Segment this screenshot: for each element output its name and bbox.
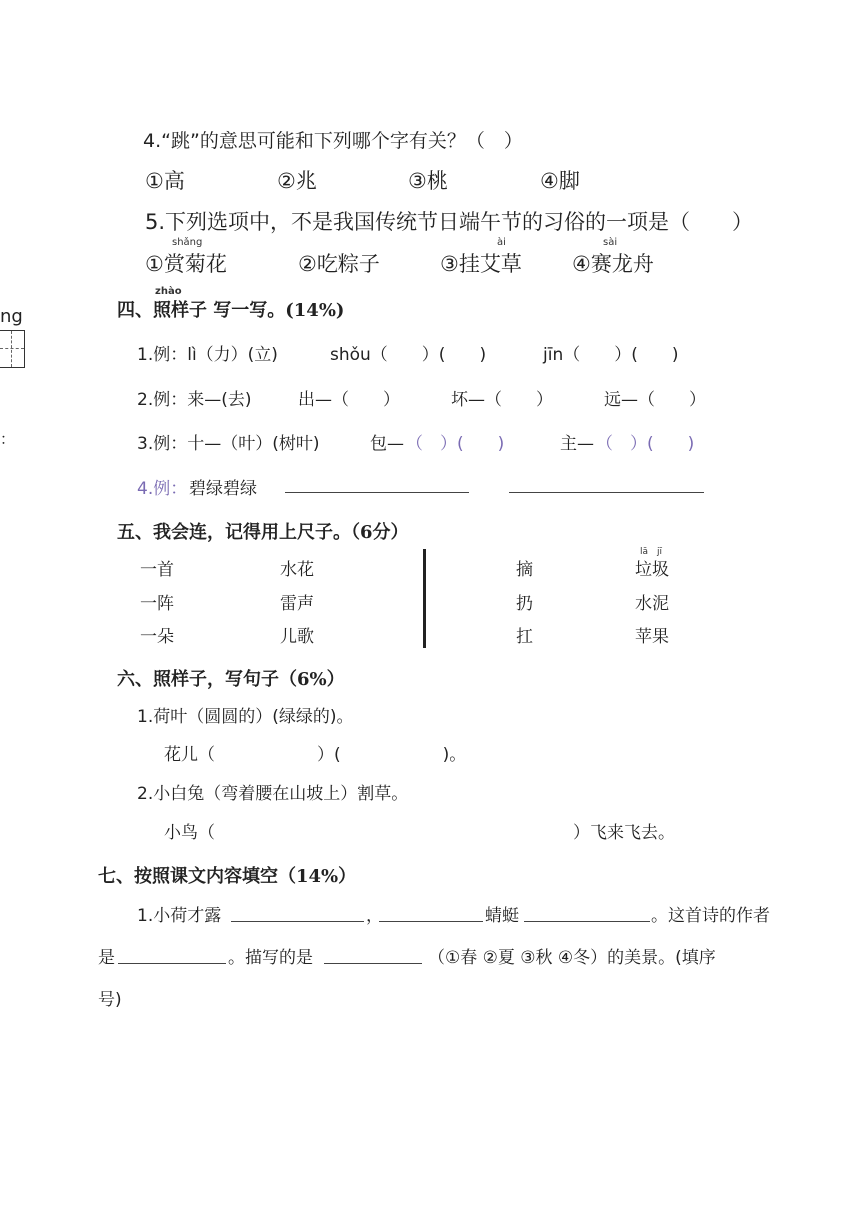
q5-option-2[interactable]: ②吃粽子	[298, 252, 380, 276]
q4-option-2[interactable]: ②兆	[277, 169, 317, 193]
section4-title: 四、照样子 写一写。(14%)	[117, 300, 345, 321]
section6-title: 六、照样子，写句子（6%）	[117, 669, 345, 690]
q4-option-1[interactable]: ①高	[145, 169, 185, 193]
q5-option-3-pinyin: ài	[497, 237, 506, 248]
s4-r3-label: 3.例：十—（叶）(树叶)	[137, 434, 320, 454]
s6-fill-2-end: ）飞来飞去。	[573, 823, 675, 843]
s5-right-a-3[interactable]: 扛	[516, 627, 533, 647]
s5-right-b-3[interactable]: 苹果	[635, 627, 669, 647]
s5-left-a-3[interactable]: 一朵	[140, 627, 174, 647]
q4-prompt: 4.“跳”的意思可能和下列哪个字有关？（ ）	[143, 130, 523, 152]
s4-r4-blank-2[interactable]	[509, 474, 704, 493]
s4-r3-blank-a[interactable]: （ ）( )	[406, 434, 505, 454]
q5-option-4[interactable]: ④赛龙舟	[572, 252, 654, 276]
s4-r3-char-b: 主—	[560, 434, 594, 454]
q5-option-1[interactable]: ①赏菊花	[145, 252, 227, 276]
s7-blank-3[interactable]	[524, 903, 650, 922]
s7-blank-1[interactable]	[231, 903, 364, 922]
s6-fill-2-start[interactable]: 小鸟（	[164, 823, 215, 843]
s6-fill-1[interactable]: 花儿（ ）( )。	[164, 745, 467, 765]
s5-right-a-2[interactable]: 扔	[516, 594, 533, 614]
s4-r2-blank-c[interactable]: 远—（ ）	[604, 390, 706, 410]
s7-line2-b: 。描写的是	[228, 948, 313, 968]
s5-right-b-1[interactable]: 垃圾	[635, 560, 669, 580]
s5-left-b-1[interactable]: 水花	[280, 560, 314, 580]
s4-r4-text: 碧绿碧绿	[189, 479, 257, 499]
s7-line1-a: 1.小荷才露	[137, 906, 222, 926]
section5-divider	[423, 549, 426, 648]
s5-left-a-1[interactable]: 一首	[140, 560, 174, 580]
q5-prompt: 5.下列选项中，不是我国传统节日端午节的习俗的一项是（ ）	[145, 210, 754, 234]
s7-line3: 号)	[98, 990, 122, 1010]
s7-blank-5[interactable]	[324, 945, 422, 964]
s6-example-1: 1.荷叶（圆圆的）(绿绿的)。	[137, 707, 354, 727]
s7-blank-2[interactable]	[379, 903, 483, 922]
s6-example-2: 2.小白兔（弯着腰在山坡上）割草。	[137, 784, 409, 804]
s7-line2-a: 是	[98, 948, 115, 968]
s7-line2-c: （①春 ②夏 ③秋 ④冬）的美景。(填序	[428, 948, 716, 968]
section5-title: 五、我会连，记得用上尺子。（6分）	[117, 522, 409, 543]
s4-r1-label: 1.例：lì（力）(立)	[137, 345, 278, 365]
s7-line1-c: 蜻蜓	[485, 906, 519, 926]
q5-option-3[interactable]: ③挂艾草	[440, 252, 522, 276]
s5-right-a-1[interactable]: 摘	[516, 560, 533, 580]
s5-left-a-2[interactable]: 一阵	[140, 594, 174, 614]
s5-left-b-2[interactable]: 雷声	[280, 594, 314, 614]
s4-r2-blank-b[interactable]: 坏—（ ）	[451, 390, 553, 410]
s4-r3-char-a: 包—	[370, 434, 404, 454]
section4-pinyin: zhào	[155, 286, 182, 297]
writing-grid-fragment	[0, 330, 25, 368]
s4-r4-num: 4.例：	[137, 479, 188, 499]
s4-r3-blank-b[interactable]: （ ）( )	[596, 434, 695, 454]
q5-option-4-pinyin: sài	[603, 237, 618, 248]
s7-line1-d: 。这首诗的作者	[651, 906, 770, 926]
margin-fragment-mark: ：	[0, 430, 16, 448]
s7-blank-4[interactable]	[118, 945, 226, 964]
q5-option-1-pinyin: shǎng	[172, 237, 203, 248]
s5-left-b-3[interactable]: 儿歌	[280, 627, 314, 647]
s4-r2-blank-a[interactable]: 出—（ ）	[298, 390, 400, 410]
margin-fragment-text: ng	[0, 306, 23, 327]
s4-r4-blank-1[interactable]	[285, 474, 469, 493]
s5-right-b-pinyin: lā jī	[640, 547, 663, 557]
s4-r1-blank-b[interactable]: jīn（ ）( )	[543, 345, 679, 365]
s5-right-b-2[interactable]: 水泥	[635, 594, 669, 614]
q4-option-4[interactable]: ④脚	[540, 169, 580, 193]
section7-title: 七、按照课文内容填空（14%）	[98, 866, 357, 887]
s4-r2-label: 2.例：来—(去)	[137, 390, 252, 410]
s4-r1-blank-a[interactable]: shǒu（ ）( )	[330, 345, 487, 365]
q4-option-3[interactable]: ③桃	[408, 169, 448, 193]
s7-line1-b: ，	[366, 906, 383, 926]
